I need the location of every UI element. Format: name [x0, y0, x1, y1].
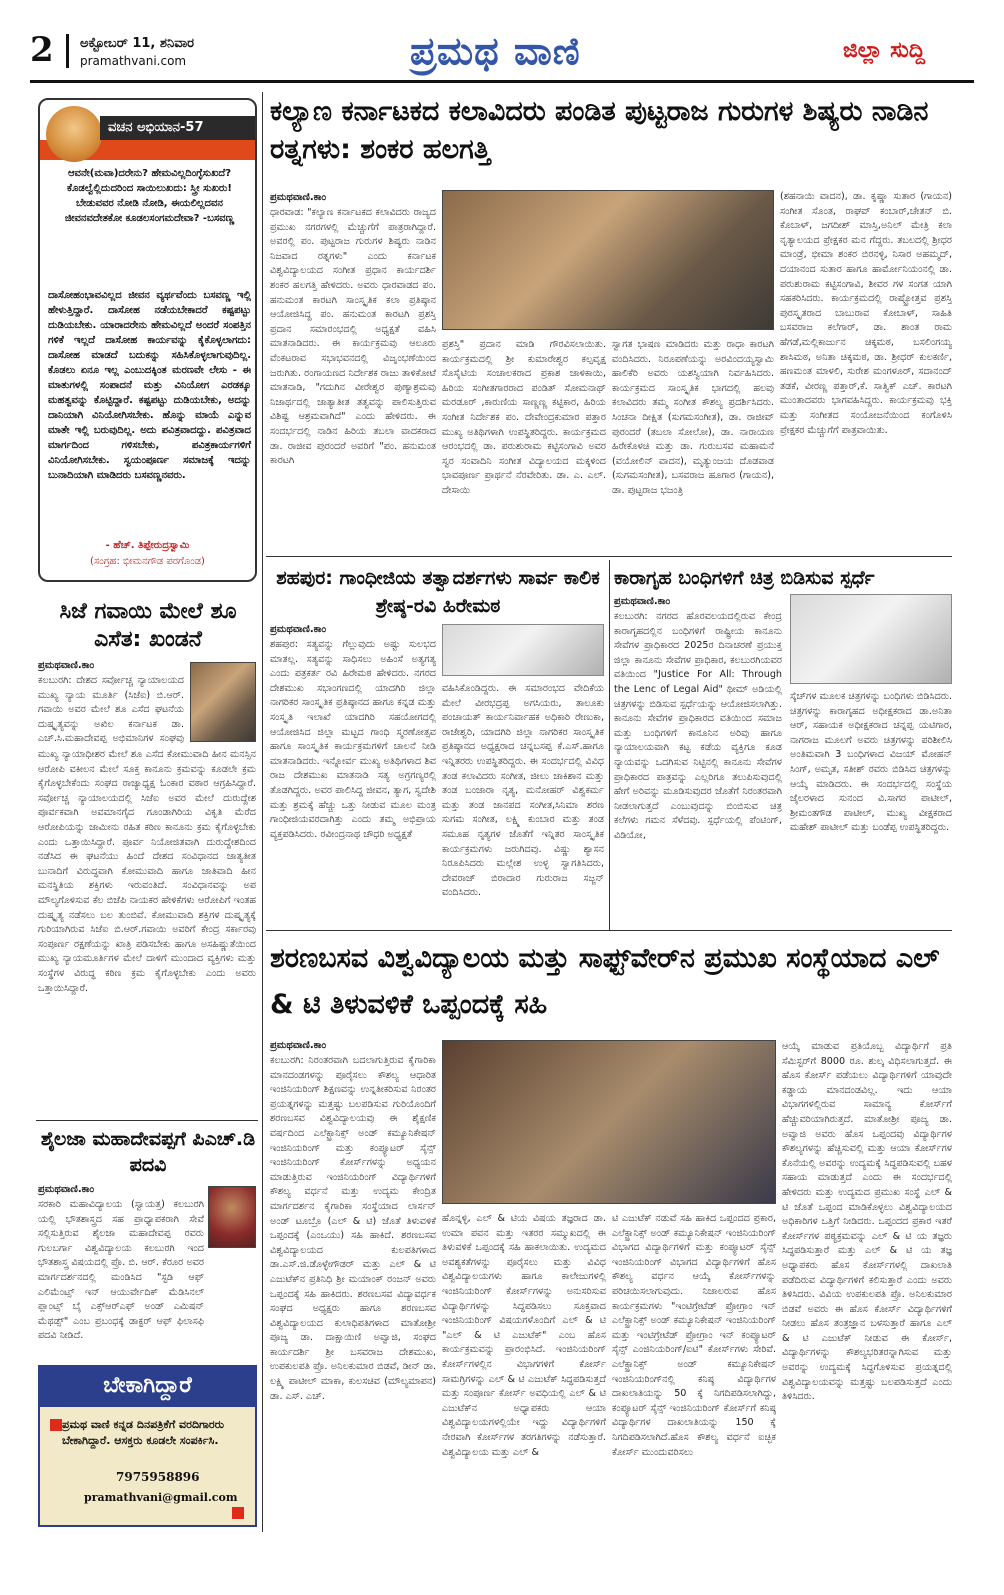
section-divider — [266, 556, 952, 557]
story6-byline: ಪ್ರಮಥವಾಣಿ.ಕಾಂ — [270, 1040, 327, 1051]
story2-text: ಮುಖ್ಯ ನ್ಯಾಯಾಧೀಶರ ಮೇಲೆ ಶೂ ಎಸೆದ ಕೋಮುವಾದಿ ಹೀನ ಮನಸ್ಸಿನ ಆರೋಪಿ ವಕೀಲನ ಮೇಲೆ ಸೂಕ್ತ ಕಾನೂನು ಕ್ರಮವನ್ನು ಕೂಡಲೇ ಕ್ರಮ ಕೈಗೊಳ್ಳಬೇಕೆಂದು ಸಂಘದ ರಾಜ್ಯಾಧ್ಯಕ್ಷ ಓಂಕಾರ ವಠಾರ ಆಗ್ರಹಿಸಿದ್ದಾರೆ. ಸರ್ವೋಚ್ಚ ನ್ಯಾಯಾಲಯದಲ್ಲಿ ಸಿಜೆಐ ಅವರ ಮೇಲೆ ದುರುದ್ದೇಶ ಪೂರ್ವಕವಾಗಿ ಅವಮಾನಗೈದ ಗೂಂಡಾಗಿರಿಯ ವಿಕೃತಿ ಮೆರೆದ ಆರೋಪಿಯನ್ನು ಜಾಮೀನು ರಹಿತ ಕಠಿಣ ಕಾನೂನು ಕ್ರಮ ಕೈಗೊಳ್ಳಬೇಕು ಎಂದು ಒತ್ತಾಯಿಸಿದ್ದಾರೆ. ಪೂರ್ವ ನಿಯೋಜಿತವಾಗಿ ದುರುದ್ದೇಶದಿಂದ ನಡೆಸಿದ ಈ ಘಟನೆಯು ಹಿಂದೆ ದೇಶದ ಸಂವಿಧಾನದ ಜಾತ್ಯತೀತ ಬುನಾದಿಗೆ ವಿರುದ್ಧವಾಗಿ ಕೋಮುವಾದಿ ಹಾಗೂ ಜಾತಿವಾದಿ ಹೀನ ಮನಸ್ಥಿತಿಯ ಶಕ್ತಿಗಳು ಇರುವಂತಿದೆ. ಸಂವಿಧಾನವನ್ನು ಅಪ ಮೌಲ್ಯಗೊಳಿಸುವ ಕೆಲ ಬಿಜೆಪಿ ನಾಯಕರ ಹೇಳಿಕೆಗಳು ಆರೋಪಿಗೆ ಇಂತಹ ದುಷ್ಕೃತ್ಯ ನಡೆಸಲು ಬಲ ತುಂಬಿವೆ. ಕೋಮುವಾದಿ ಶಕ್ತಿಗಳ ದುಷ್ಕೃತ್ಯಕ್ಕೆ ಗುರಿಯಾಗಿರುವ ಸಿಜೆಐ ಬಿ.ಆರ್.ಗವಾಯಿ ಅವರಿಗೆ ಕೇಂದ್ರ ಸರ್ಕಾರವು ಸಂಪೂರ್ಣ ರಕ್ಷಣೆಯನ್ನು ಖಾತ್ರಿ ಪಡಿಸಬೇಕು ಹಾಗೂ ಅಸಹಿಷ್ಣುತೆಯಿಂದ ಮುಖ್ಯ ನ್ಯಾಯಮೂರ್ತಿಗಳ ಮೇಲೆ ದಾಳಿಗೆ ಮುಂದಾದ ವ್ಯಕ್ತಿಗಳು ಮತ್ತು ಸಂಸ್ಥೆಗಳ ವಿರುದ್ಧ ಕಠಿಣ ಕ್ರಮ ಕೈಗೊಳ್ಳಬೇಕು ಎಂದು ಅವರು ಒತ್ತಾಯಿಸಿದ್ದಾರೆ. — [38, 749, 256, 994]
story3-text: ಸರಕಾರಿ ಮಹಾವಿದ್ಯಾಲಯ (ಸ್ವಾಯತ್ತ) ಕಲಬುರಗಿ ಯಲ್ಲಿ ಭೌತಶಾಸ್ತ್ರದ ಸಹ ಪ್ರಾಧ್ಯಾಪಕರಾಗಿ ಸೇವೆ ಸಲ್ಲಿಸುತ್ತಿರುವ ಶೈಲಜಾ ಮಹಾದೇವಪ್ಪ ರವರು ಗುಲಬರ್ಗಾ ವಿಶ್ವವಿದ್ಯಾಲಯ ಕಲಬುರಗಿ ಇಂದ ಭೌತಶಾಸ್ತ್ರ ವಿಷಯದಲ್ಲಿ ಪ್ರೊ. ಬಿ. ಆರ್. ಕೆರೂರ ಅವರ ಮಾರ್ಗದರ್ಶನದಲ್ಲಿ ಮಂಡಿಸಿದ "ಸ್ಟಡಿ ಆಫ್ ಎಲಿಮೆಂಟ್ಸ್ ಇನ್ ಆಯುರ್ವೇದಿಕ್ ಮೆಡಿಸಿನಲ್ ಪ್ಲಾಂಟ್ಸ್ ಬೈ ಎಕ್ಸ್‌ಆರ್‌ಎಫ್ ಅಂಡ್ ಎಮಿಷನ್ ಮೆಥಡ್ಸ್" ಎಂಬ ಪ್ರಬಂಧಕ್ಕೆ ಡಾಕ್ಟರ್ ಆಫ್ ಫಿಲಾಸಫಿ ಪದವಿ ನೀಡಿದೆ. — [38, 1199, 204, 1342]
bullet-square-icon — [232, 1507, 244, 1519]
story6-text-col2: ಹೊನ್ನಳ್ಳಿ, ಎಲ್ & ಟಿಯ ವಿಷಯ ತಜ್ಞರಾದ ಡಾ. ಉಮಾ ಪವನ ಮತ್ತು ಇತರರ ಸಮ್ಮುಖದಲ್ಲಿ ಈ ತಿಳುವಳಿಕೆ ಒಪ್ಪಂದಕ್ಕೆ ಸಹಿ ಹಾಕಲಾಯಿತು. ಉದ್ಯಮದ ಅವಶ್ಯಕತೆಗಳನ್ನು ಪೂರೈಸಲು ಮತ್ತು ವಿವಿಧ ವಿಶ್ವವಿದ್ಯಾಲಯಗಳು ಹಾಗೂ ಕಾಲೇಜುಗಳಲ್ಲಿ ಇಂಜಿನಿಯರಿಂಗ್ ಕೋರ್ಸ್‌ಗಳನ್ನು ಅನುಸರಿಸುವ ವಿದ್ಯಾರ್ಥಿಗಳನ್ನು ಸಿದ್ಧಪಡಿಸಲು ಸೂಕ್ತವಾದ ಇಂಜಿನಿಯರಿಂಗ್ ವಿಷಯಗಳೊಂದಿಗೆ ಎಲ್ & ಟಿ "ಎಲ್ & ಟಿ ಎಜುಟೆಕ್" ಎಂಬ ಹೊಸ ಕಾರ್ಯಕ್ರಮವನ್ನು ಪ್ರಾರಂಭಿಸಿದೆ. ಇಂಜಿನಿಯರಿಂಗ್ ಕೋರ್ಸ್‌ಗಳಲ್ಲಿನ ವಿಭಾಗಗಳಿಗೆ ಕೋರ್ಸ್ ಸಾಮಗ್ರಿಗಳನ್ನು ಎಲ್ & ಟಿ ಎಜುಟೆಕ್ ಸಿದ್ಧಪಡಿಸುತ್ತದೆ ಮತ್ತು ಸಂಪೂರ್ಣ ಕೋರ್ಸ್ ಅವಧಿಯಲ್ಲಿ ಎಲ್ & ಟಿ ಎಜುಟೆಕ್‌ನ ಅಧ್ಯಾಪಕರು ಆಯಾ ವಿಶ್ವವಿದ್ಯಾಲಯಗಳಲ್ಲಿಯೇ ಇದ್ದು ವಿದ್ಯಾರ್ಥಿಗಳಿಗೆ ನೇರವಾಗಿ ಕೋರ್ಸ್‌ಗಳ ತರಗತಿಗಳನ್ನು ನಡೆಸುತ್ತಾರೆ. ವಿಶ್ವವಿದ್ಯಾಲಯ ಮತ್ತು ಎಲ್ & — [442, 1213, 606, 1458]
story1-headline: ಕಲ್ಯಾಣ ಕರ್ನಾಟಕದ ಕಲಾವಿದರು ಪಂಡಿತ ಪುಟ್ಟರಾಜ ಗುರುಗಳ ಶಿಷ್ಯರು ನಾಡಿನ ರತ್ನಗಳು: ಶಂಕರ ಹಲಗತ್ತಿ — [270, 96, 929, 165]
story4-text-col1: ಶಹಪುರ: ಸತ್ಯವನ್ನು ಗೆಲ್ಲುವುದು ಅಷ್ಟು ಸುಲಭದ ಮಾತಲ್ಲ. ಸತ್ಯವನ್ನು ಸಾಧಿಸಲು ಅಹಿಂಸೆ ಅತ್ಯಗತ್ಯ ಎಂದು ಪತ್ರಕರ್ತ ರವಿ ಹಿರೇಮಠ ಹೇಳಿದರು. ನಗರದ ದೇಶಮುಖ ಸಭಾಂಗಣದಲ್ಲಿ ಯಾದಗಿರಿ ಜಿಲ್ಲಾ ನಾಗರಿಕರ ಸಾಂಸ್ಕೃತಿಕ ಪ್ರತಿಷ್ಠಾನದ ಹಾಗೂ ಕನ್ನಡ ಮತ್ತು ಸಂಸ್ಕೃತಿ ಇಲಾಖೆ ಯಾದಗಿರಿ ಸಹಯೋಗದಲ್ಲಿ ಆಯೋಜಿಸಿದ ಜಿಲ್ಲಾ ಮಟ್ಟದ ಗಾಂಧಿ ಸ್ಮರಣೋತ್ಸವ ಹಾಗೂ ಸಾಂಸ್ಕೃತಿಕ ಕಾರ್ಯಕ್ರಮಗಳಿಗೆ ಚಾಲನೆ ನೀಡಿ ಮಾತನಾಡಿದರು. ಇನ್ನೋರ್ವ ಮುಖ್ಯ ಅತಿಥಿಗಳಾದ ಶಿವ ರಾಜ ದೇಶಮುಖ ಮಾತನಾಡಿ ಸತ್ಯ ಅಗ್ರಗಣ್ಯರಲ್ಲಿ ತೊಡಗಿದ್ದರು. ಅವರ ಪಾಲಿಸಿದ್ದ ಜೀವನ, ತ್ಯಾಗ, ಸ್ವದೇಶಿ ಮತ್ತು ಶ್ರಮಕ್ಕೆ ಹೆಚ್ಚು ಒತ್ತು ನೀಡುವ ಮೂಲ ಮಂತ್ರ ಗಾಂಧೀಜಿಯವರದಾಗಿತ್ತು ಎಂದು ತಮ್ಮ ಅಭಿಪ್ರಾಯ ವ್ಯಕ್ತಪಡಿಸಿದರು. ರವೀಂದ್ರನಾಥ ಚೌಧರಿ ಅಧ್ಯಕ್ಷತೆ — [270, 639, 436, 840]
header-rule — [30, 80, 974, 83]
story5-headline: ಕಾರಾಗೃಹ ಬಂಧಿಗಳಿಗೆ ಚಿತ್ರ ಬಿಡಿಸುವ ಸ್ಪರ್ಧೆ — [614, 567, 875, 589]
story2-headline: ಸಿಜೆ ಗವಾಯಿ ಮೇಲೆ ಶೂ ಎಸೆತ: ಖಂಡನೆ — [59, 599, 237, 652]
vachana-signature: - ಹೆಚ್. ತಿಪ್ಪೇರುದ್ರಸ್ವಾಮಿ — [105, 540, 190, 551]
masthead-logo: ಪ್ರಮಥ ವಾಣಿ — [410, 28, 581, 73]
column-divider — [609, 560, 610, 930]
want-ad-phone[interactable]: 7975958896 — [116, 1470, 200, 1484]
story4-headline: ಶಹಪುರ: ಗಾಂಧೀಜಿಯ ತತ್ವಾದರ್ಶಗಳು ಸಾರ್ವ ಕಾಲಿಕ ಶ್ರೇಷ್ಠ-ರವಿ ಹಿರೇಮಠ — [276, 567, 600, 617]
vachana-title: ವಚನ ಅಭಿಯಾನ-57 — [100, 116, 257, 140]
story5-text-col2: ಸ್ಕೆಚ್‌ಗಳ ಮೂಲಕ ಚಿತ್ರಗಳನ್ನು ಬಂಧಿಗಳು ಬಿಡಿಸಿದರು. ಚಿತ್ರಗಳನ್ನು ಕಾರಾಗೃಹದ ಅಧೀಕ್ಷಕರಾದ ಡಾ.ಅನಿತಾ ಆರ್, ಸಹಾಯಕ ಅಧೀಕ್ಷಕರಾದ ಚನ್ನಪ್ಪ ಯಟಿಗಾರ, ನಾಗರಾಜ ಮೂಲಗೆ ಅವರು ಚಿತ್ರಗಳನ್ನು ಪರಿಶೀಲಿಸಿ ಅಂತಿಮವಾಗಿ 3 ಬಂಧಿಗಳಾದ ವಿಜಯ್ ಮೋಹನ್ ಸಿಂಗ್, ಅಮೃತ, ಸತೀಶ್ ರವರು ಬಿಡಿಸಿದ ಚಿತ್ರಗಳನ್ನು ಆಯ್ಕೆ ಮಾಡಿದರು. ಈ ಸಂದರ್ಭದಲ್ಲಿ ಸಂಸ್ಥೆಯ ಜೈಲರಳಾದ ಸುನಂದ ವಿ.ಸಾಗರ ಪಾಟೀಲ್, ಶ್ರೀಮಂತಗೌಡ ಪಾಟೀಲ್, ಮುಖ್ಯ ವೀಕ್ಷಕರಾದ ಮಹೇಶ್ ಪಾಟೀಲ್ ಮತ್ತು ಬಂಡೆಪ್ಪ ಉಪಸ್ಥಿತರಿದ್ದರು. — [790, 691, 952, 834]
story2-intro: ಕಲಬುರಗಿ: ದೇಶದ ಸರ್ವೋಚ್ಚ ನ್ಯಾಯಾಲಯದ ಮುಖ್ಯ ನ್ಯಾಯ ಮೂರ್ತಿ (ಸಿಜೆಐ) ಬಿ.ಆರ್. ಗವಾಯಿ ಅವರ ಮೇಲೆ ಶೂ ಎಸೆದ ಘಟನೆಯ ದುಷ್ಕೃತ್ಯವನ್ನು ಅಖಿಲ ಕರ್ನಾಟಕ ಡಾ. ಎಚ್.ಸಿ.ಮಹಾದೇವಪ್ಪ ಅಭಿಮಾನಿಗಳ ಸಂಘವು — [38, 675, 184, 745]
header-divider — [66, 34, 69, 68]
vachana-source: (ಸಂಗ್ರಹ: ಭೀಮನಗೌಡ ಪರಗೊಂಡ) — [90, 556, 205, 567]
vachana-quote: ಆವನೇ(ಮವಾ)ದರೇನು? ಹೇಮವಿಲ್ಲದಿಂಗ್ಳೆಸುಖದೆ? ಕೊಡಲ್ವೆಲ್ಲಿದುದರಿಂದ ಸಾಯಿಲುಖದು: ಸ್ತ್ರೀ ಸುಖರು! ಬೇಡುವವರ ನೋಡಿ ನೋಡಿ, ಈಯಲಿಲ್ಲದವನ ಜೀವನವದೇತಕೋ ಕೂಡಲಸಂಗಮದೇವಾ? -ಬಸವಣ್ಣ — [64, 168, 235, 224]
story3-byline: ಪ್ರಮಥವಾಣಿ.ಕಾಂ — [38, 1184, 95, 1195]
story6-headline: ಶರಣಬಸವ ವಿಶ್ವವಿದ್ಯಾಲಯ ಮತ್ತು ಸಾಫ್ಟ್‌ವೇರ್‌ನ ಪ್ರಮುಖ ಸಂಸ್ಥೆಯಾದ ಎಲ್ & ಟಿ ತಿಳುವಳಿಕೆ ಒಪ್ಪಂದಕ್ಕೆ ಸಹಿ — [270, 943, 940, 1020]
story1-text-col1: ಧಾರವಾಡ: "ಕಲ್ಯಾಣ ಕರ್ನಾಟಕದ ಕಲಾವಿದರು ರಾಜ್ಯದ ಪ್ರಮುಖ ನಗರಗಳಲ್ಲಿ ಮೆಚ್ಚುಗೆಗೆ ಪಾತ್ರರಾಗಿದ್ದಾರೆ. ಅವರಲ್ಲಿ ಪಂ. ಪುಟ್ಟರಾಜ ಗುರುಗಳ ಶಿಷ್ಯರು ನಾಡಿನ ನಿಜವಾದ ರತ್ನಗಳು" ಎಂದು ಕರ್ನಾಟಕ ವಿಶ್ವವಿದ್ಯಾಲಯದ ಸಂಗೀತ ಪ್ರಧಾನ ಕಾರ್ಯದರ್ಶಿ ಶಂಕರ ಹಲಗತ್ತಿ ಹೇಳಿದರು. ಅವರು ಧಾರವಾಡದ ಪಂ. ಹನುಮಂತ ಕಾರಟಗಿ ಸಾಂಸ್ಕೃತಿಕ ಕಲಾ ಪ್ರತಿಷ್ಠಾನ ಆಯೋಜಿಸಿದ್ದ ಪಂ. ಹನುಮಂತ ಕಾರಟಗಿ ಪ್ರಶಸ್ತಿ ಪ್ರದಾನ ಸಮಾರಂಭದಲ್ಲಿ ಅಧ್ಯಕ್ಷತೆ ವಹಿಸಿ ಮಾತನಾಡಿದರು. ಈ ಕಾರ್ಯಕ್ರಮವು ಆಲೂರು ವೆಂಕಟರಾವ ಸಭಾಭವನದಲ್ಲಿ ವಿಜೃಂಭಣೆಯಿಂದ ಜರುಗಿತು. ರಂಗಾಯಣದ ನಿರ್ದೇಶಕ ರಾಜು ತಾಳಿಕೋಟೆ ಮಾತನಾಡಿ, "ಗದುಗಿನ ವೀರೇಶ್ವರ ಪುಣ್ಯಾಶ್ರಮವು ನಿಜಾರ್ಥದಲ್ಲಿ ಜಾತ್ಯಾತೀತ ತತ್ವವನ್ನು ಪಾಲಿಸುತ್ತಿರುವ ವಿಶಿಷ್ಟ ಆಶ್ರಮವಾಗಿದೆ" ಎಂದು ಹೇಳಿದರು. ಈ ಸಂದರ್ಭದಲ್ಲಿ ನಾಡಿನ ಹಿರಿಯ ತಬಲಾ ವಾದಕರಾದ ಡಾ. ರಾಜೀವ ಪುರಂದರೆ ಅವರಿಗೆ "ಪಂ. ಹನುಮಂತ ಕಾರಟಗಿ — [270, 207, 436, 467]
want-ad-email[interactable]: pramathvani@gmail.com — [84, 1491, 238, 1504]
story6-text-col4: ಆಯ್ಕೆ ಮಾಡುವ ಪ್ರತಿಯೊಬ್ಬ ವಿದ್ಯಾರ್ಥಿಗೆ ಪ್ರತಿ ಸೆಮಿಸ್ಟರ್‌ಗೆ 8000 ರೂ. ಶುಲ್ಕ ವಿಧಿಸಲಾಗುತ್ತದೆ. ಈ ಹೊಸ ಕೋರ್ಸ್ ಪಡೆಯಲು ವಿದ್ಯಾರ್ಥಿಗಳಿಗೆ ಯಾವುದೇ ಕಡ್ಡಾಯ ಮಾನದಂಡವಿಲ್ಲ. ಇದು ಆಯಾ ವಿಭಾಗಗಳಲ್ಲಿರುವ ಸಾಮಾನ್ಯ ಕೋರ್ಸ್‌ಗೆ ಹೆಚ್ಚುವರಿಯಾಗಿರುತ್ತದೆ. ಮಾತೋಶ್ರೀ ಪೂಜ್ಯ ಡಾ. ಅವ್ವಾಜಿ ಅವರು ಹೊಸ ಒಪ್ಪಂದವು ವಿದ್ಯಾರ್ಥಿಗಳ ಕೌಶಲ್ಯಗಳನ್ನು ಹೆಚ್ಚಿಸುವಲ್ಲಿ ಮತ್ತು ಆಯಾ ಕೋರ್ಸ್‌ಗಳ ಕೊನೆಯಲ್ಲಿ ಅವರನ್ನು ಉದ್ಯಮಕ್ಕೆ ಸಿದ್ಧಪಡಿಸುವಲ್ಲಿ ಬಹಳ ಸಹಾಯ ಮಾಡುತ್ತದೆ ಎಂದು ಈ ಸಂದರ್ಭದಲ್ಲಿ ಹೇಳಿದರು ಮತ್ತು ಉದ್ಯಮದ ಪ್ರಮುಖ ಸಂಸ್ಥೆ ಎಲ್ & ಟಿ ಜೊತೆ ಒಪ್ಪಂದ ಮಾಡಿಕೊಳ್ಳಲು ವಿಶ್ವವಿದ್ಯಾಲಯದ ಅಧಿಕಾರಿಗಳ ಒತ್ತಿಗೆ ನೀಡಿದರು. ಒಪ್ಪಂದದ ಪ್ರಕಾರ ಇತರೆ ಕೋರ್ಸ್‌ಗಳ ಪಠ್ಯಕ್ರಮವನ್ನು ಎಲ್ & ಟಿ ಯ ತಜ್ಞರು ಸಿದ್ಧಪಡಿಸುತ್ತಾರೆ ಮತ್ತು ಎಲ್ & ಟಿ ಯ ತಜ್ಞ ಅಧ್ಯಾಪಕರು ಹೊಸ ಕೋರ್ಸ್‌ಗಳಲ್ಲಿ ದಾಖಲಾತಿ ಪಡೆದಿರುವ ವಿದ್ಯಾರ್ಥಿಗಳಿಗೆ ಕಲಿಸುತ್ತಾರೆ ಎಂದು ಅವರು ತಿಳಿಸಿದರು. ವಿವಿಯ ಉಪಕುಲಪತಿ ಪ್ರೊ. ಅನಿಲಕುಮಾರ ಬಿಡವೆ ಅವರು ಈ ಹೊಸ ಕೋರ್ಸ್ ವಿದ್ಯಾರ್ಥಿಗಳಿಗೆ ನೀಡಲು ಹೊಸ ತಂತ್ರಜ್ಞಾನ ಬಳಸುತ್ತಾರೆ ಹಾಗೂ ಎಲ್ & ಟಿ ಎಜುಟೆಕ್ ನೀಡುವ ಈ ಕೋರ್ಸ್, ವಿದ್ಯಾರ್ಥಿಗಳನ್ನು ಕೌಶಲ್ಯಭರಿತರನ್ನಾಗಿಸುವ ಮತ್ತು ಅವರನ್ನು ಉದ್ಯಮಕ್ಕೆ ಸಿದ್ಧಗೊಳಿಸುವ ಪ್ರಯತ್ನದಲ್ಲಿ ವಿಶ್ವವಿದ್ಯಾಲಯವನ್ನು ಮತ್ತಷ್ಟು ಬಲಪಡಿಸುತ್ತದೆ ಎಂದು ತಿಳಿಸಿದರು. — [782, 1041, 952, 1403]
section-divider — [36, 1120, 258, 1121]
bullet-square-icon — [50, 1419, 62, 1431]
story1-photo — [442, 190, 774, 330]
basavanna-portrait-icon — [46, 106, 102, 162]
story4-byline: ಪ್ರಮಥವಾಣಿ.ಕಾಂ — [270, 624, 327, 635]
issue-date: ಅಕ್ಟೋಬರ್ 11, ಶನಿವಾರ — [80, 36, 195, 51]
story6-text-col1: ಕಲಬುರಗಿ: ನಿರಂತರವಾಗಿ ಬದಲಾಗುತ್ತಿರುವ ಕೈಗಾರಿಕಾ ಮಾನದಂಡಗಳನ್ನು ಪೂರೈಸಲು ಕೌಶಲ್ಯ ಆಧಾರಿತ ಇಂಜಿನಿಯರಿಂಗ್ ಶಿಕ್ಷಣವನ್ನು ಉನ್ನತೀಕರಿಸುವ ನಿರಂತರ ಪ್ರಯತ್ನಗಳನ್ನು ಮತ್ತಷ್ಟು ಬಲಪಡಿಸುವ ಗುರಿಯೊಂದಿಗೆ ಶರಣಬಸವ ವಿಶ್ವವಿದ್ಯಾಲಯವು ಈ ಶೈಕ್ಷಣಿಕ ವರ್ಷದಿಂದ ಎಲೆಕ್ಟ್ರಾನಿಕ್ಸ್ ಅಂಡ್ ಕಮ್ಯೂನಿಕೇಷನ್ ಇಂಜಿನಿಯರಿಂಗ್ ಮತ್ತು ಕಂಪ್ಯೂಟರ್ ಸೈನ್ಸ್ ಇಂಜಿನಿಯರಿಂಗ್ ಕೋರ್ಸ್‌ಗಳನ್ನು ಅಧ್ಯಯನ ಮಾಡುತ್ತಿರುವ ಇಂಜಿನಿಯರಿಂಗ್ ವಿದ್ಯಾರ್ಥಿಗಳಿಗೆ ಕೌಶಲ್ಯ ವರ್ಧನೆ ಮತ್ತು ಉದ್ಯಮ ಕೇಂದ್ರಿತ ಮಾರ್ಗದರ್ಶನ ಕೈಗಾರಿಕಾ ಸಂಸ್ಥೆಯಾದ ಲಾರ್ಸನ್ ಅಂಡ್ ಟೂಬ್ರೊ (ಎಲ್ & ಟಿ) ಜೊತೆ ತಿಳುವಳಿಕೆ ಒಪ್ಪಂದಕ್ಕೆ (ಎಂಒಯು) ಸಹಿ ಹಾಕಿದೆ. ಶರಣಬಸವ ವಿಶ್ವವಿದ್ಯಾಲಯದ ಕುಲಪತಿಗಳಾದ ಡಾ.ಎಸ್.ಜಿ.ಡೊಳ್ಳೇಗೌಡರ್ ಮತ್ತು ಎಲ್ & ಟಿ ಎಜುಟೆಕ್‌ನ ಪ್ರತಿನಿಧಿ ಶ್ರೀ ಮಯಾಂಕ್ ರಂಜನ್ ಅವರು ಒಪ್ಪಂದಕ್ಕೆ ಸಹಿ ಹಾಕಿದರು. ಶರಣಬಸವ ವಿದ್ಯಾವರ್ಧಕ ಸಂಘದ ಅಧ್ಯಕ್ಷರು ಹಾಗೂ ಶರಣಬಸವ ವಿಶ್ವವಿದ್ಯಾಲಯದ ಕುಲಾಧಿಪತಿಗಳಾದ ಮಾತೋಶ್ರೀ ಪೂಜ್ಯ ಡಾ. ದಾಕ್ಷಾಯಿಣಿ ಅವ್ವಾಜಿ, ಸಂಘದ ಕಾರ್ಯದರ್ಶಿ ಶ್ರೀ ಬಸವರಾಜ ದೇಶಮುಖ, ಉಪಕುಲಪತಿ ಪ್ರೊ. ಅನಿಲಕುಮಾರ ಬಿಡವೆ, ಡೀನ್ ಡಾ. ಲಕ್ಷ್ಮಿ ಪಾಟೀಲ್ ಮಾಕಾ, ಕುಲಸಚಿವ (ಮೌಲ್ಯಮಾಪನ) ಡಾ. ಎಸ್. ಎಚ್. — [270, 1055, 436, 1402]
story3-headline: ಶೈಲಜಾ ಮಹಾದೇವಪ್ಪಗೆ ಪಿಎಚ್.ಡಿ ಪದವಿ — [40, 1128, 256, 1176]
story4-photo — [442, 624, 604, 676]
story1-text-col2: ಪ್ರಶಸ್ತಿ" ಪ್ರದಾನ ಮಾಡಿ ಗೌರವಿಸಲಾಯಿತು. ಕಾರ್ಯಕ್ರಮದಲ್ಲಿ ಶ್ರೀ ಕುಮಾರೇಶ್ವರ ಕಲ್ಪವೃಕ್ಷ ಸೊಸೈಟಿಯ ಸಂಚಾಲಕರಾದ ಪ್ರಕಾಶ ಜಾಳಿಕಾಯಿ, ಹಿರಿಯ ಸಂಗೀತಗಾರರಾದ ಪಂಡಿತ್ ಸೋಮನಾಥ್ ಮರಡೂರ್ ,ಕಾರುಣಿಯ ಸಾಣ್ಣಣ್ಣ ಕಟ್ಟಿಕಾರ, ಹಿರಿಯ ಸಂಗೀತ ನಿರ್ದೇಶಕ ಪಂ. ದೇವೇಂದ್ರಕುಮಾರ ಪತ್ತಾರ ಮುಖ್ಯ ಅತಿಥಿಗಳಾಗಿ ಉಪಸ್ಥಿತರಿದ್ದರು. ಕಾರ್ಯಕ್ರಮದ ಆರಂಭದಲ್ಲಿ ಡಾ. ಪರುಶುರಾಮ ಕಟ್ಟಿಸಂಗಾವಿ ಅವರ ಸ್ವರ ಸಂವಾದಿನಿ ಸಂಗೀತ ವಿದ್ಯಾಲಯದ ಮಕ್ಕಳಿಂದ ಭಾವಪೂರ್ಣ ಪ್ರಾರ್ಥನೆ ನೆರವೇರಿತು. ಡಾ. ಎ. ಎಲ್. ದೇಸಾಯಿ — [442, 339, 606, 496]
story3-photo — [208, 1186, 256, 1248]
story1-text-col4: (ಶಹನಾಯಿ ವಾದನ), ಡಾ. ಕೃಷ್ಣಾ ಸುತಾರ (ಗಾಯನ) ಸಂಗೀತ ಸೊಂತ, ರಾಘವ್ ಕಂಬಾರ್,ಚೇತನ್ ಬಿ. ಕೊಬಾಳ್, ಜಗದೀಶ್ ಮಾಸ್ತಿ,ಅನಿಲ್ ಮೇತ್ರಿ ಕಲಾ ನೃತ್ಯಾಲಯದ ಪ್ರೇಕ್ಷಕರ ಮನ ಗೆದ್ದರು. ತಬಲದಲ್ಲಿ ಶ್ರೀಧರ ಮಾಂಡ್ರೆ, ಭೀಮಾ ಶಂಕರ ಬಿರನಳ್ಳಿ, ನಿಸಾರ ಅಹಮ್ಮದ್, ದಯಾನಂದ ಸುತಾರ ಹಾಗೂ ಹಾರ್ಮೋನಿಯಂನಲ್ಲಿ ಡಾ. ಪರುಶುರಾಮ ಕಟ್ಟಿಸಂಗಾವಿ, ಶೀವರ ಗಳ ಸಂಗತ ಯಾಗಿ ಸಹಕರಿಸಿದರು. ಕಾರ್ಯಕ್ರಮದಲ್ಲಿ ರಾಷ್ಟ್ರೋತ್ತವ ಪ್ರಶಸ್ತಿ ಪುರಸ್ಕೃತರಾದ ಬಾಬುರಾವ ಕೋಬಾಳ್, ಸಾಹಿತಿ ಬಸವರಾಜ ಕಲೆಗಾರ್, ಡಾ. ಶಾಂತ ರಾಮ ಹೆಗಡೆ,ಮಲ್ಲಿಕಾರ್ಜುನ ಚಿಕ್ಕಮಠ, ಬಸಲಿಂಗಯ್ಯ ಶಾಸಿಮಠ, ಅನಿತಾ ಚಿಕ್ಕಮಠ, ಡಾ. ಶ್ರೀಧರ್ ಕುಲಕರ್ಣಿ, ಹಣಮಂತ ಮಾಳಲಿ, ಸುರೇಶ ಮಂಗಳೂರ್, ಸದಾನಂದ್ ತಡಕೆ, ವೀರಣ್ಣ ಪತ್ತಾರ್,ಕೆ. ಸಾತ್ವಿಕ್ ಎಚ್. ಕಾರಟಗಿ ಮುಂತಾದವರು ಭಾಗವಹಿಸಿದ್ದರು. ಕಾರ್ಯಕ್ರಮವು ಭಕ್ತಿ ಮತ್ತು ಸಂಗೀತದ ಸಂಯೋಜನೆಯಿಂದ ಕಂಗೊಳಿಸಿ ಪ್ರೇಕ್ಷಕರ ಮೆಚ್ಚುಗೆಗೆ ಪಾತ್ರವಾಯಿತು. — [780, 191, 952, 436]
page-number: 2 — [30, 30, 54, 70]
story5-text-col1: ಕಲಬುರಗಿ: ನಗರದ ಹೊರವಲಯದಲ್ಲಿರುವ ಕೇಂದ್ರ ಕಾರಾಗೃಹದಲ್ಲಿನ ಬಂಧಿಗಳಿಗೆ ರಾಷ್ಟ್ರೀಯ ಕಾನೂನು ಸೇವೆಗಳ ಪ್ರಾಧಿಕಾರದ 2025ರ ದಿನಾಚರಣೆ ಪ್ರಯುಕ್ತ ಜಿಲ್ಲಾ ಕಾನೂನು ಸೇವೆಗಳ ಪ್ರಾಧಿಕಾರ, ಕಲಬುರಗಿಯವರ ವತಿಯಿಂದ "Justice For All: Through the Lenc of Legal Aid" ಥೀಮ್ ಅಡಿಯಲ್ಲಿ ಚಿತ್ರಗಳನ್ನು ಬಿಡಿಸುವ ಸ್ಪರ್ಧೆಯನ್ನು ಆಯೋಜಿಸಲಾಗಿತ್ತು. ಕಾನೂನು ಸೇವೆಗಳ ಪ್ರಾಧಿಕಾರದ ವತಿಯಿಂದ ಸಮಾಜ ಮತ್ತು ಬಂಧಿಗಳಿಗೆ ಕಾನೂನಿನ ಅರಿವು ಹಾಗೂ ನ್ಯಾಯಾಲಯವಾಗಿ ಕಟ್ಟ ಕಡೆಯ ವ್ಯಕ್ತಿಗೂ ಕೂಡ ನ್ಯಾಯವನ್ನು ಒದಗಿಸುವ ನಿಟ್ಟಿನಲ್ಲಿ ಕಾನೂನು ಸೇವೆಗಳ ಪ್ರಾಧಿಕಾರದ ಪಾತ್ರವನ್ನು ಎಲ್ಲರಿಗೂ ತಲುಪಿಸುವುದಲ್ಲಿ ಹೇಗೆ ಅರಿವನ್ನು ಮೂಡಿಸುವುದರ ಜೊತೆಗೆ ನಿರಂತರವಾಗಿ ನೀಡಲಾಗುತ್ತದೆ ಎಂಬುವುದನ್ನು ಬಿಂಬಿಸುವ ಚಿತ್ರ ಕಲೆಗಳು ಗಮನ ಸೆಳೆದವು. ಸ್ಪರ್ಧೆಯಲ್ಲಿ ಪೆಂಟಿಂಗ್, ವಿಡಿಯೋ, — [614, 611, 782, 841]
story2-byline: ಪ್ರಮಥವಾಣಿ.ಕಾಂ — [38, 660, 95, 671]
website-link[interactable]: pramathvani.com — [80, 54, 187, 68]
story5-photo — [790, 594, 952, 684]
want-ad-text: ಪ್ರಮಥ ವಾಣಿ ಕನ್ನಡ ದಿನಪತ್ರಿಕೆಗೆ ವರದಿಗಾರರು ಬೇಕಾಗಿದ್ದಾರೆ. ಆಸಕ್ತರು ಕೂಡಲೇ ಸಂಪರ್ಕಿಸಿ. — [62, 1418, 225, 1447]
want-ad-box — [38, 1365, 257, 1527]
story6-text-col3: ಟಿ ಎಜುಟೆಕ್ ನಡುವೆ ಸಹಿ ಹಾಕಿದ ಒಪ್ಪಂದದ ಪ್ರಕಾರ, ಎಲೆಕ್ಟ್ರಾನಿಕ್ಸ್ ಅಂಡ್ ಕಮ್ಯೂನಿಕೇಷನ್ ಇಂಜಿನಿಯರಿಂಗ್ ವಿಭಾಗದ ವಿದ್ಯಾರ್ಥಿಗಳಿಗೆ ಮತ್ತು ಕಂಪ್ಯೂಟರ್ ಸೈನ್ಸ್ ಇಂಜಿನಿಯರಿಂಗ್ ವಿಭಾಗದ ವಿದ್ಯಾರ್ಥಿಗಳಿಗೆ ಹೊಸ ಕೌಶಲ್ಯ ವರ್ಧನ ಆಯ್ಕೆ ಕೋರ್ಸ್‌ಗಳನ್ನು ಪರಿಚಯಿಸಲಾಗುವುದು. ನಿಜಾಲರುವ ಹೊಸ ಕಾರ್ಯಕ್ರಮಗಳು "ಇಂಟಿಗ್ರೇಟೆಡ್ ಪ್ರೋಗ್ರಾಂ ಇನ್ ಎಲೆಕ್ಟ್ರಾನಿಕ್ಸ್ ಅಂಡ್ ಕಮ್ಯೂನಿಕೇಷನ್ ಇಂಜಿನಿಯರಿಂಗ್ ಮತ್ತು ಇಂಟಿಗ್ರೇಟೆಡ್ ಪ್ರೋಗ್ರಾಂ ಇನ್ ಕಂಪ್ಯೂಟರ್ ಸೈನ್ಸ್ ಎಂಜಿನಿಯರಿಂಗ್/ಐಟಿ" ಕೋರ್ಸ್‌ಗಳು ಸೇರಿವೆ. ಎಲೆಕ್ಟ್ರಾನಿಕ್ಸ್ ಅಂಡ್ ಕಮ್ಯೂನಿಕೇಷನ್ ಇಂಜಿನಿಯರಿಂಗ್‌ನಲ್ಲಿ ಕನಿಷ್ಠ ವಿದ್ಯಾರ್ಥಿಗಳ ದಾಖಲಾತಿಯನ್ನು 50 ಕ್ಕೆ ನಿಗದಿಪಡಿಸಲಾಗಿದ್ದು, ಕಂಪ್ಯೂಟರ್ ಸೈನ್ಸ್ ಇಂಜಿನಿಯರಿಂಗ್ ಕೋರ್ಸ್‌ಗೆ ಕನಿಷ್ಠ ವಿದ್ಯಾರ್ಥಿಗಳ ದಾಖಲಾತಿಯನ್ನು 150 ಕ್ಕೆ ನಿಗದಿಪಡಿಸಲಾಗಿದೆ.ಹೊಸ ಕೌಶಲ್ಯ ವರ್ಧನೆ ಐಚ್ಛಿಕ ಕೋರ್ಸ್ ಮುಂದುವರಿಸಲು — [612, 1213, 776, 1458]
vachana-box — [38, 98, 257, 582]
section-label: ಜಿಲ್ಲಾ ಸುದ್ದಿ — [843, 38, 925, 63]
story2-photo — [190, 662, 256, 742]
story1-text-col3: ಸ್ವಾಗತ ಭಾಷಣ ಮಾಡಿದರು ಮತ್ತು ರಾಧಾ ಕಾರಟಗಿ ವಂದಿಸಿದರು. ನಿರೂಪಣೆಯನ್ನು ಅರವಿಂದಯ್ಯಸ್ವಾಮಿ ಹಾಲಿಕೆರಿ ಅವರು ಯಶಸ್ವಿಯಾಗಿ ನಿರ್ವಹಿಸಿದರು. ಕಾರ್ಯಕ್ರಮದ ಸಾಂಸ್ಕೃತಿಕ ಭಾಗದಲ್ಲಿ ಹಲವು ಕಲಾವಿದರು ತಮ್ಮ ಸಂಗೀತ ಕೌಶಲ್ಯ ಪ್ರದರ್ಶಿಸಿದರು. ಸಿಂಚನಾ ದೀಕ್ಷಿತ (ಸುಗಮಸಂಗೀತ), ಡಾ. ರಾಜೀವ್ ಪುರಂದರೆ (ತಬಲಾ ಸೋಲೋ), ಡಾ. ನಾರಾಯಣ ಹಿರೇಕೊಳಚಿ ಮತ್ತು ಡಾ. ಗುರುಬಸವ ಮಹಾಮನೆ (ವಯೋಲಿನ್ ವಾದನ), ಮೃತ್ಯುಂಜಯ ದೊಡವಾಡ (ಸುಗಮಸಂಗೀತ), ಬಸವರಾಜ ಹೂಗಾರ (ಗಾಯನ), ಡಾ. ಪುಟ್ಟರಾಜ ಭಜಂತ್ರಿ — [612, 339, 774, 496]
story4-text-col2: ವಹಿಸಿಕೊಂಡಿದ್ದರು. ಈ ಸಮಾರಂಭದ ವೇದಿಕೆಯ ಮೇಲೆ ವೀರಭದ್ರಪ್ಪ ಅಗಸಿಯರು, ತಾಲೂಕು ಪಂಚಾಯತ್ ಕಾರ್ಯನಿರ್ವಾಹಕ ಅಧಿಕಾರಿ ರೇಣುಕಾ, ರಾಜೇಶ್ವರಿ, ಯಾದಗಿರಿ ಜಿಲ್ಲಾ ನಾಗರಿಕರ ಸಾಂಸ್ಕೃತಿಕ ಪ್ರತಿಷ್ಠಾನದ ಅಧ್ಯಕ್ಷರಾದ ಚನ್ನಬಸಪ್ಪ ಕೆ.ಎಸ್.ಹಾಗೂ ಇನ್ನಿತರರು ಉಪಸ್ಥಿತರಿದ್ದರು. ಈ ಸಂದರ್ಭದಲ್ಲಿ ವಿವಿಧ ತಂಡ ಕಲಾವಿದರು ಸಂಗೀತ, ಜೀಲು ಜಾಕಿಶಾನ ಮತ್ತು ತಂಡ ಬಂಜಾರಾ ನೃತ್ಯ, ಮನೋಹರ್ ವಿಶ್ವಕರ್ಮ ಮತ್ತು ತಂಡ ಜಾನಪದ ಸಂಗೀತ,ಸಿನಿಮಾ ಶರಣ ಸುಗಮ ಸಂಗೀತ, ಲಕ್ಷ್ಮಿ ಕುಂಬಾರ ಮತ್ತು ತಂಡ ಸಮೂಹ ನೃತ್ಯಗಳ ಜೊತೆಗೆ ಇನ್ನಿತರ ಸಾಂಸ್ಕೃತಿಕ ಕಾರ್ಯಕ್ರಮಗಳು ಜರುಗಿದವು. ವಿಷ್ಣು ಶ್ಯಾಸನ ನಿರೂಪಿಸಿದರು ಮಲ್ಲೇಶ ಉಳ್ಳ ಸ್ವಾಗತಿಸಿದರು, ದೇವರಾಜ್ ಬಿರಾದಾರ ಗುರುರಾಜ ಸಜ್ಜನ್ ವಂದಿಸಿದರು. — [442, 683, 604, 899]
story5-byline: ಪ್ರಮಥವಾಣಿ.ಕಾಂ — [614, 596, 671, 607]
story1-byline: ಪ್ರಮಥವಾಣಿ.ಕಾಂ — [270, 192, 327, 203]
story6-photo — [442, 1040, 776, 1204]
want-ad-title: ಬೇಕಾಗಿದ್ದಾರೆ — [40, 1367, 255, 1407]
section-divider — [266, 930, 952, 931]
vachana-body: ದಾಸೋಹಂಭಾವವಿಲ್ಲದ ಜೀವನ ವ್ಯರ್ಥವೆಂದು ಬಸವಣ್ಣ ಇಲ್ಲಿ ಹೇಳುತ್ತಿದ್ದಾರೆ. ದಾಸೋಹ ನಡೆಯಬೇಕಾದರೆ ಕಷ್ಟಪಟ್ಟು ದುಡಿಯಬೇಕು. ಯಾರಾದರೇನು ಹೇಮವಿಲ್ಲದೆ ಅಂದರೆ ಸಂಪತ್ತಿನ ಗಳಿಕೆ ಇಲ್ಲದೆ ದಾಸೋಹ ಕಾರ್ಯವನ್ನು ಕೈಕೊಳ್ಳಲಾಗದು: ದಾಸೋಹ ಮಾಡದೆ ಬದುಕನ್ನು ಸಹಿಸಿಕೊಳ್ಳಲಾಗುವುದಿಲ್ಲ. ಕೊಡಲು ಏನೂ ಇಲ್ಲ ಎಂಬುದಕ್ಕಿಂತ ಮರಣವೇ ಲೇಸು - ಈ ಮಾತುಗಳಲ್ಲಿ ಸಂಪಾದನೆ ಮತ್ತು ವಿನಿಯೋಗ ಎರಡಕ್ಕೂ ಮಹತ್ವವನ್ನು ಕೊಟ್ಟಿದ್ದಾರೆ. ಕಷ್ಟಪಟ್ಟು ದುಡಿಯಬೇಕು, ಅದನ್ನು ದಾನಿಯಾಗಿ ವಿನಿಯೋಗಿಸಬೇಕು. ಹೊನ್ನು ಮಾಯೆ ಎನ್ನುವ ಮಾತೇ ಇಲ್ಲಿ ಬರುವುದಿಲ್ಲ. ಅದು ಪವಿತ್ರವಾದದ್ದು. ಪವಿತ್ರವಾದ ಮಾರ್ಗದಿಂದ ಗಳಿಸಬೇಕು, ಪವಿತ್ರಕಾರ್ಯಗಳಿಗೆ ವಿನಿಯೋಗಿಸಬೇಕು. ಸ್ವಯಂಪೂರ್ಣ ಸಮಾಜಕ್ಕೆ ಇದನ್ನು ಬುನಾದಿಯಾಗಿ ಮಾಡಿದರು ಬಸವಣ್ಣನವರು. — [48, 290, 251, 481]
column-divider — [262, 92, 263, 1532]
